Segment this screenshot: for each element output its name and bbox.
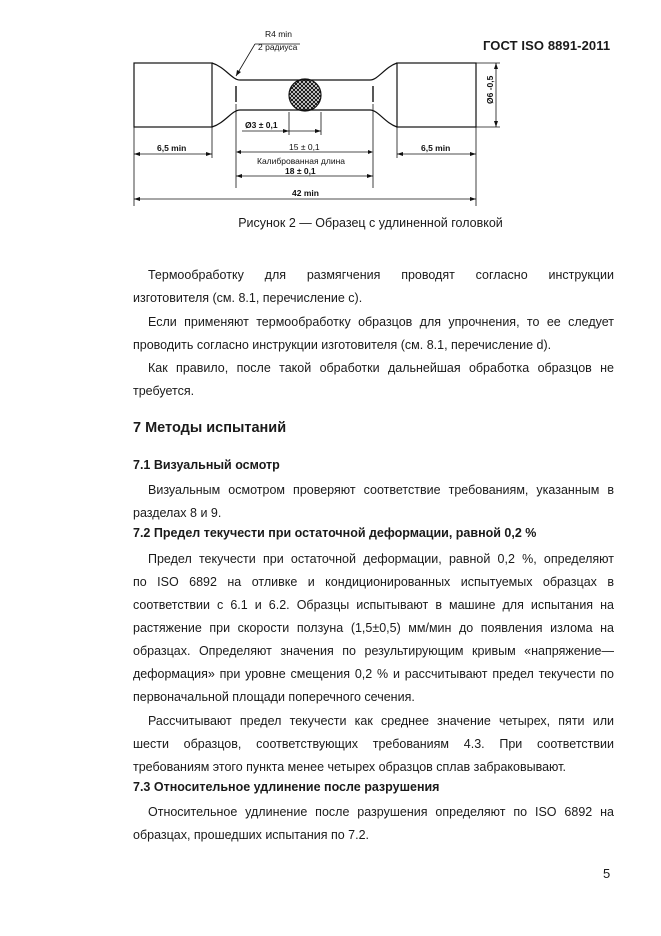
figure-caption: Рисунок 2 — Образец с удлиненной головкой bbox=[238, 216, 503, 230]
head-diameter-label: Ø6 -0,5 bbox=[485, 75, 495, 104]
center-diameter-label: Ø3 ± 0,1 bbox=[245, 120, 278, 130]
left-head-label: 6,5 min bbox=[157, 143, 187, 153]
gauge-length-label: Калиброванная длина bbox=[257, 156, 346, 166]
left-head bbox=[134, 63, 212, 127]
paragraph-no-further: Как правило, после такой обработки дальнейшая обработка образцов не требуется. bbox=[133, 361, 614, 398]
total-length-label: 42 min bbox=[292, 188, 319, 198]
specimen-drawing bbox=[0, 0, 661, 236]
right-head-label: 6,5 min bbox=[421, 143, 451, 153]
section-7-1-text: Визуальным осмотром проверяют соответствие требованиям, указанным в разделах 8 и 9. bbox=[133, 483, 614, 520]
section-7-title: 7 Методы испытаний bbox=[133, 420, 287, 436]
gauge-length-value: 15 ± 0,1 bbox=[289, 142, 320, 152]
section-7-3-text: Относительное удлинение после разрушения определяют по ISO 6892 на образцах, прошедших испытания по 7.2. bbox=[133, 805, 614, 842]
section-7-3-title: 7.3 Относительное удлинение после разрушения bbox=[133, 780, 440, 794]
section-7-2-text-2: Рассчитывают предел текучести как среднее значение четырех, пяти или шести образцов, соответствующих требованиям 4.3. При соответствии требованиям этого пункта менее четырех образцов сплав забраковывают. bbox=[133, 714, 614, 774]
reduced-length-label: 18 ± 0,1 bbox=[285, 166, 316, 176]
right-head bbox=[397, 63, 476, 127]
lower-profile bbox=[212, 110, 397, 127]
document-code: ГОСТ ISO 8891-2011 bbox=[483, 38, 611, 53]
section-7-1-title: 7.1 Визуальный осмотр bbox=[133, 458, 280, 472]
section-7-2-title: 7.2 Предел текучести при остаточной деформации, равной 0,2 % bbox=[133, 526, 537, 540]
cross-section-circle bbox=[289, 79, 321, 111]
section-7-2-text: Предел текучести при остаточной деформации, равной 0,2 %, определяют по ISO 6892 на отливке и кондиционированных испытуемых образцах в соответствии с 6.1 и 6.2. Образцы испытывают в машине для испытания на растяжение при скорости ползуна (1,5±0,5) мм/мин до появления излома на образцах. Определяют значения по результирующим кривым «напряжение— деформация» при уровне смещения 0,2 % и рассчитывают предел текучести по первоначальной площади поперечного сечения. bbox=[133, 552, 614, 704]
paragraph-heat-softening: Термообработку для размягчения проводят согласно инструкции изготовителя (см. 8.1, перечисление с). bbox=[133, 268, 614, 305]
radius-label: R4 min bbox=[265, 29, 292, 39]
page-number: 5 bbox=[603, 866, 611, 881]
radius-count-label: 2 радиуса bbox=[258, 42, 298, 52]
paragraph-heat-hardening: Если применяют термообработку образцов для упрочнения, то ее следует проводить согласно инструкции изготовителя (см. 8.1, перечисление d). bbox=[133, 315, 614, 352]
